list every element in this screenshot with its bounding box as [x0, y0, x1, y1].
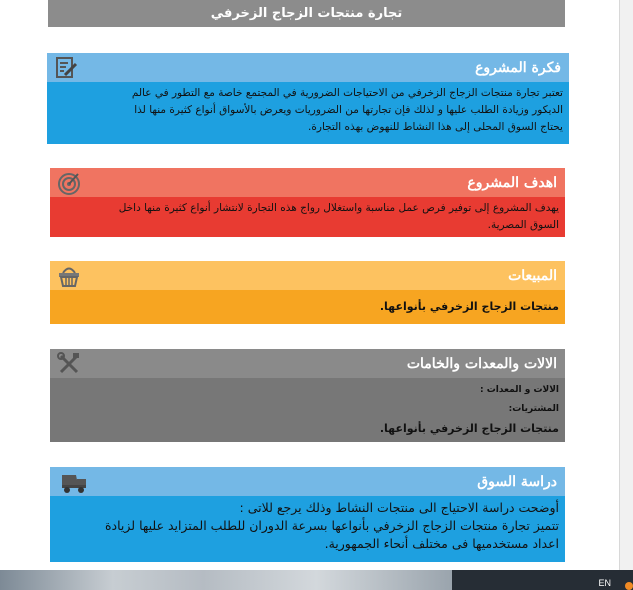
sales-header — [50, 261, 565, 290]
idea-header — [47, 53, 569, 82]
purchases-label: المشتريات: — [508, 404, 559, 414]
goal-heading: اهدف المشروع — [467, 174, 557, 191]
idea-heading: فكرة المشروع — [475, 59, 561, 76]
footer-image — [0, 570, 452, 590]
basket-icon — [56, 263, 82, 289]
goal-body — [50, 197, 565, 237]
idea-body — [47, 82, 569, 144]
goal-line-2: السوق المصرية. — [487, 219, 559, 231]
market-line-2: تتميز تجارة منتجات الزجاج الزخرفي بأنواعها بسرعة الدوران للطلب المتزايد عليها لزيادة — [105, 518, 559, 533]
sales-heading: المبيعات — [508, 267, 557, 284]
equipment-card — [50, 349, 565, 442]
footer-bar — [0, 570, 633, 590]
equipment-header — [50, 349, 565, 378]
idea-card — [47, 53, 569, 144]
equipment-heading: الالات والمعدات والخامات — [406, 355, 557, 372]
goal-line-1: يهدف المشروع إلى توفير فرص عمل مناسبة واستغلال رواج هذه التجارة لانتشار أنواع كثيرة منها داخل — [118, 202, 559, 214]
target-icon — [56, 170, 82, 196]
chat-dot-icon[interactable] — [625, 582, 633, 590]
equipment-text: منتجات الزجاج الزخرفي بأنواعها. — [379, 422, 559, 435]
market-line-3: اعداد مستخدميها فى مختلف أنحاء الجمهورية. — [324, 536, 559, 551]
tools-icon — [56, 351, 82, 377]
footer-panel — [452, 570, 633, 590]
machines-label: الالات و المعدات : — [479, 385, 559, 395]
idea-line-2: الديكور وزيادة الطلب عليها و لذلك فإن تجارتها من الضروريات ويعرض بالأسواق أنواع كثيرة منها لذا — [134, 104, 563, 116]
language-switch[interactable]: EN — [598, 578, 611, 588]
market-card — [50, 467, 565, 562]
market-line-1: أوضحت دراسة الاحتياج الى منتجات النشاط وذلك يرجع للاتى : — [239, 500, 559, 515]
page-title-text: تجارة منتجات الزجاج الزخرفي — [210, 6, 403, 21]
market-body — [50, 496, 565, 562]
scrollbar[interactable] — [619, 0, 633, 570]
idea-line-1: تعتبر تجارة منتجات الزجاج الزخرفي من الاحتياجات الضرورية في المجتمع خاصة مع التطور في عالم — [131, 87, 563, 99]
sales-text: منتجات الزجاج الزخرفي بأنواعها. — [379, 300, 559, 313]
truck-icon — [56, 469, 94, 495]
equipment-body — [50, 378, 565, 442]
goal-card — [50, 168, 565, 237]
edit-note-icon — [53, 55, 79, 81]
market-header — [50, 467, 565, 496]
sales-card — [50, 261, 565, 324]
market-heading: دراسة السوق — [477, 473, 557, 490]
idea-line-3: يحتاج السوق المحلى إلى هذا النشاط للنهوض بهذه التجارة. — [308, 121, 563, 133]
sales-body — [50, 290, 565, 324]
goal-header — [50, 168, 565, 197]
page-title — [48, 0, 565, 27]
